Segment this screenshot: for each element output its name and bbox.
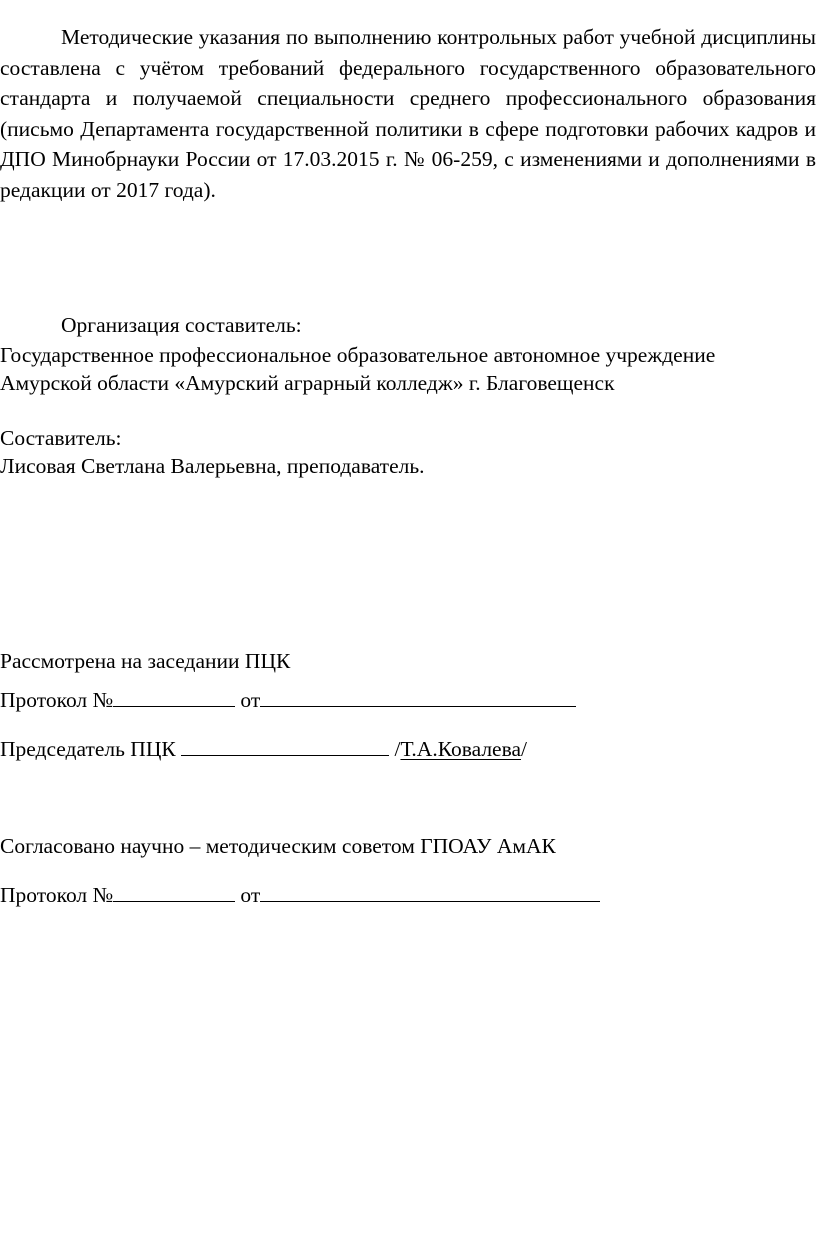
council-from-label: от [240,883,261,907]
pck-slash-open: / [394,737,401,761]
council-agreed-text: Согласовано научно – методическим советом ГПОАУ АмАК [0,834,556,858]
pck-protocol-label: Протокол № [0,688,114,712]
organization-name-line-1: Государственное профессиональное образовательное автономное учреждение [0,343,716,367]
organization-label: Организация составитель: [61,313,302,337]
pck-protocol-number-blank [113,688,235,707]
author-name: Лисовая Светлана Валерьевна, преподаватель. [0,454,425,478]
author-label: Составитель: [0,426,122,450]
intro-paragraph: Методические указания по выполнению контрольных работ учебной дисциплины составлена с учётом требований федерального государственного образовательного стандарта и получаемой специальности среднего профессионального образования (письмо Департамента государственной политики в сфере подготовки рабочих кадров и ДПО Минобрнауки России от 17.03.2015 г. № 06-259, с изменениями и дополнениями в редакции от 2017 года). [0,25,816,202]
organization-name-line-2: Амурской области «Амурский аграрный колледж» г. Благовещенск [0,371,615,395]
pck-slash-close: / [521,737,527,761]
pck-protocol-line [0,687,576,713]
pck-chairman-name: Т.А.Ковалева [400,737,522,761]
pck-chairman-label: Председатель ПЦК [0,737,176,761]
council-protocol-date-blank [260,883,600,902]
council-protocol-line [0,882,600,908]
council-protocol-number-blank [113,883,235,902]
pck-protocol-date-blank [260,688,576,707]
pck-chairman-line [0,736,527,762]
pck-reviewed-text: Рассмотрена на заседании ПЦК [0,649,291,673]
council-protocol-label: Протокол № [0,883,114,907]
pck-signature-blank [181,737,389,756]
pck-from-label: от [240,688,261,712]
